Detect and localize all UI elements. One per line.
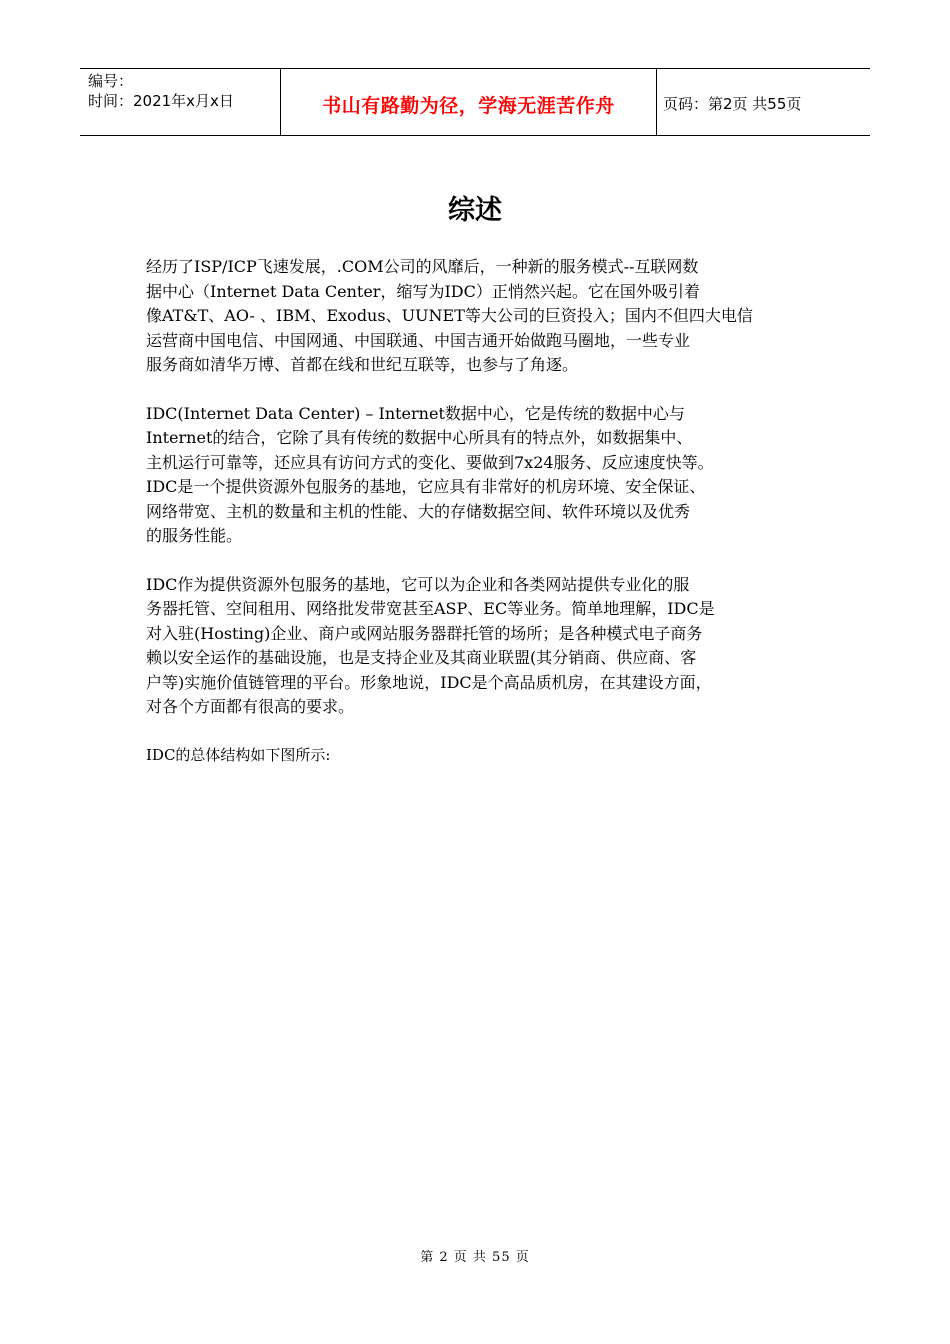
- document-body: [146, 255, 826, 766]
- header-page-info: 页码：第2页 共55页: [663, 94, 802, 113]
- header-motto: 书山有路勤为径，学海无涯苦作舟: [322, 94, 615, 117]
- header-page-cell: [657, 69, 870, 135]
- page-footer: 第 2 页 共 55 页: [420, 1250, 530, 1265]
- paragraph-intro: 经历了ISP/ICP飞速发展，.COM公司的风靡后，一种新的服务模式--互联网数 据中心（Internet Data Center，缩写为IDC）正悄然兴起。它在国外吸引着 像AT&T、AO- 、IBM、Exodus、UUNET等大公司的巨资投入；国内不但四大电信 运营商中国电信、中国网通、中国联通、中国吉通开始做跑马圈地，一些专业 服务商如清华万博、首都在线和世纪互联等，也参与了角逐。: [146, 257, 753, 374]
- document-number-label: 编号：: [88, 72, 134, 90]
- page-title: 综述: [448, 195, 502, 226]
- paragraph-definition: IDC(Internet Data Center) – Internet数据中心，它是传统的数据中心与 Internet的结合，它除了具有传统的数据中心所具有的特点外，如数据集中、 主机运行可靠等，还应具有访问方式的变化、要做到7x24服务、反应速度快等。 IDC是一个提供资源外包服务的基地，它应具有非常好的机房环境、安全保证、 网络带宽、主机的数量和主机的性能、大的存储数据空间、软件环境以及优秀 的服务性能。: [146, 403, 714, 545]
- header-motto-cell: [281, 69, 657, 135]
- figure-caption: IDC的总体结构如下图所示:: [146, 745, 331, 764]
- paragraph-services: IDC作为提供资源外包服务的基地，它可以为企业和各类网站提供专业化的服 务器托管、空间租用、网络批发带宽甚至ASP、EC等业务。简单地理解，IDC是 对入驻(Hosting)企业、商户或网站服务器群托管的场所；是各种模式电子商务 赖以安全运作的基础设施，也是支持企业及其商业联盟(其分销商、供应商、客 户等)实施价值链管理的平台。形象地说，IDC是个高品质机房，在其建设方面， 对各个方面都有很高的要求。: [146, 574, 715, 716]
- header-meta-cell: [80, 69, 281, 135]
- header-table: [80, 68, 870, 136]
- document-time-label: 时间：2021年x月x日: [88, 92, 234, 110]
